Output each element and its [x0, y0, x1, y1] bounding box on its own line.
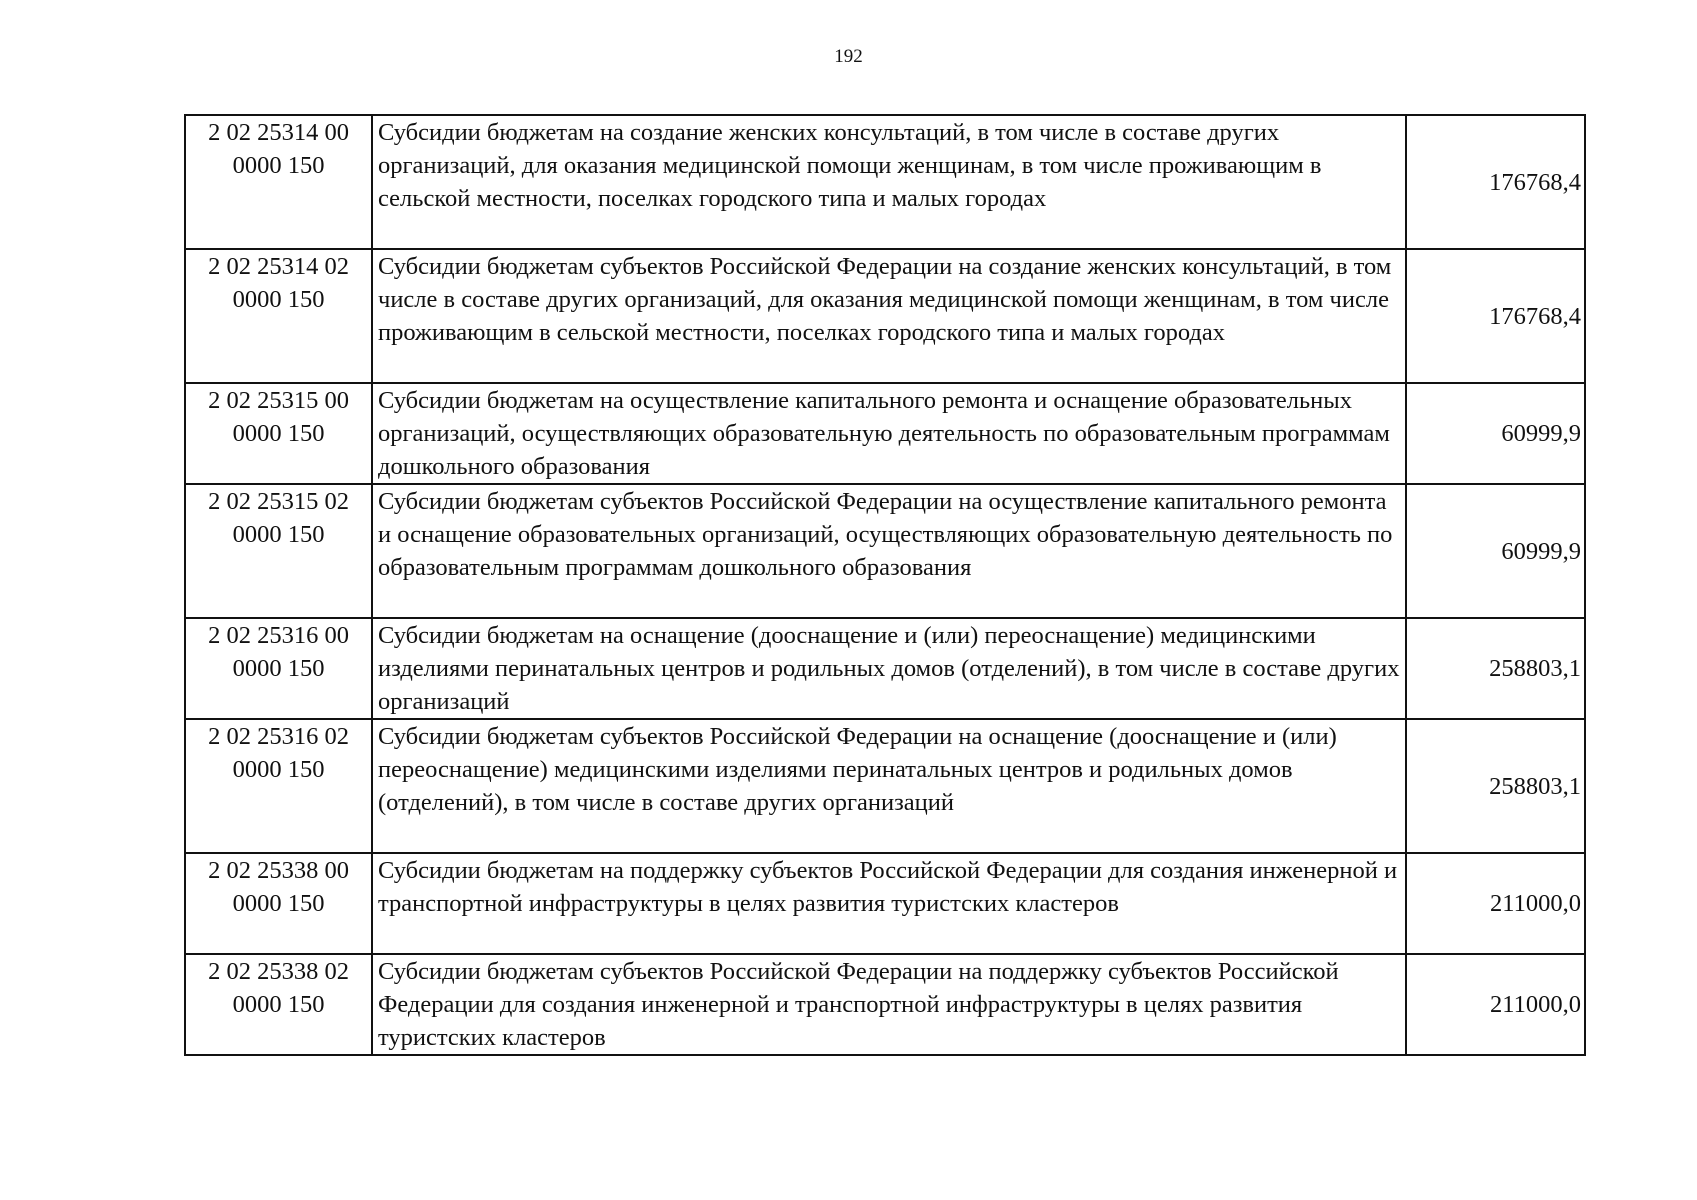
- table-row: [185, 618, 1585, 719]
- description-cell: Субсидии бюджетам на оснащение (дооснащение и (или) переоснащение) медицинскими изделиями перинатальных центров и родильных домов (отделений), в том числе в составе других организаций: [372, 618, 1406, 719]
- description-cell: Субсидии бюджетам субъектов Российской Федерации на осуществление капитального ремонта и оснащение образовательных организаций, осуществляющих образовательную деятельность по образовательным программам дошкольного образования: [372, 484, 1406, 618]
- budget-code-cell: [185, 383, 372, 484]
- budget-code-cell: [185, 484, 372, 618]
- budget-code-line: 2 02 25314 02: [208, 253, 349, 280]
- budget-code-line: 2 02 25315 00: [208, 387, 349, 414]
- description-cell: Субсидии бюджетам на осуществление капитального ремонта и оснащение образовательных организаций, осуществляющих образовательную деятельность по образовательным программам дошкольного образования: [372, 383, 1406, 484]
- description-cell: Субсидии бюджетам на создание женских консультаций, в том числе в составе других организаций, для оказания медицинской помощи женщинам, в том числе проживающим в сельской местности, поселках городского типа и малых городах: [372, 115, 1406, 249]
- table-row: [185, 115, 1585, 249]
- budget-code-cell: [185, 618, 372, 719]
- budget-code-line: 0000 150: [232, 286, 325, 313]
- table-row: [185, 249, 1585, 383]
- budget-code-line: 0000 150: [232, 152, 325, 179]
- amount-cell: 176768,4: [1406, 249, 1585, 383]
- budget-code-line: 2 02 25315 02: [208, 488, 349, 515]
- budget-code-line: 0000 150: [232, 890, 325, 917]
- amount-cell: 60999,9: [1406, 484, 1585, 618]
- budget-code-line: 0000 150: [232, 756, 325, 783]
- table-row: [185, 954, 1585, 1055]
- description-cell: Субсидии бюджетам субъектов Российской Федерации на создание женских консультаций, в том числе в составе других организаций, для оказания медицинской помощи женщинам, в том числе проживающим в сельской местности, поселках городского типа и малых городах: [372, 249, 1406, 383]
- budget-code-cell: [185, 249, 372, 383]
- budget-classification-table: [184, 114, 1586, 1056]
- budget-code-line: 2 02 25338 02: [208, 958, 349, 985]
- budget-code-line: 0000 150: [232, 655, 325, 682]
- amount-cell: 211000,0: [1406, 954, 1585, 1055]
- table-row: [185, 383, 1585, 484]
- amount-cell: 258803,1: [1406, 618, 1585, 719]
- description-cell: Субсидии бюджетам субъектов Российской Федерации на поддержку субъектов Российской Федерации для создания инженерной и транспортной инфраструктуры в целях развития туристских кластеров: [372, 954, 1406, 1055]
- budget-code-line: 2 02 25316 00: [208, 622, 349, 649]
- amount-cell: 211000,0: [1406, 853, 1585, 954]
- budget-code-line: 0000 150: [232, 991, 325, 1018]
- amount-cell: 176768,4: [1406, 115, 1585, 249]
- description-cell: Субсидии бюджетам субъектов Российской Федерации на оснащение (дооснащение и (или) переоснащение) медицинскими изделиями перинатальных центров и родильных домов (отделений), в том числе в составе других организаций: [372, 719, 1406, 853]
- budget-code-line: 0000 150: [232, 420, 325, 447]
- table-row: [185, 719, 1585, 853]
- page-number: 192: [834, 46, 863, 67]
- budget-code-cell: [185, 954, 372, 1055]
- table-row: [185, 853, 1585, 954]
- budget-code-line: 0000 150: [232, 521, 325, 548]
- budget-code-line: 2 02 25314 00: [208, 119, 349, 146]
- budget-code-cell: [185, 115, 372, 249]
- budget-code-cell: [185, 853, 372, 954]
- amount-cell: 258803,1: [1406, 719, 1585, 853]
- budget-code-cell: [185, 719, 372, 853]
- budget-code-line: 2 02 25316 02: [208, 723, 349, 750]
- budget-code-line: 2 02 25338 00: [208, 857, 349, 884]
- description-cell: Субсидии бюджетам на поддержку субъектов Российской Федерации для создания инженерной и транспортной инфраструктуры в целях развития туристских кластеров: [372, 853, 1406, 954]
- amount-cell: 60999,9: [1406, 383, 1585, 484]
- table-row: [185, 484, 1585, 618]
